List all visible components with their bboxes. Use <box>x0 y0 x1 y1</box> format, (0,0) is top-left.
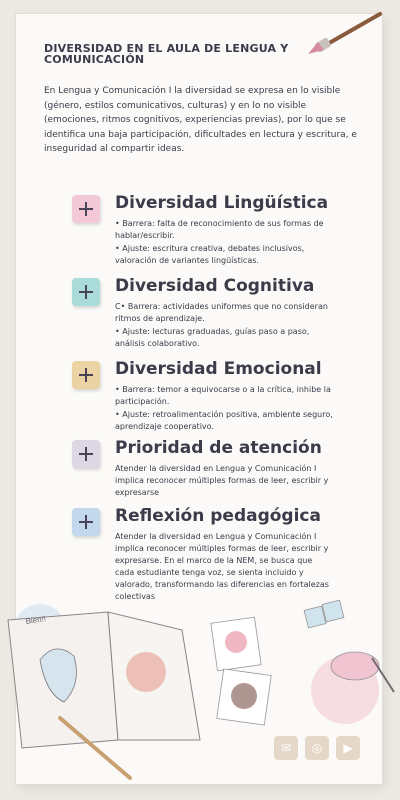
item-line: C• Barrera: actividades uniformes que no consideran ritmos de aprendizaje. <box>115 302 328 323</box>
book-text: Bien!! <box>25 614 47 626</box>
youtube-icon[interactable]: ▶ <box>336 736 360 760</box>
item-title: Diversidad Lingüística <box>115 193 329 213</box>
plus-icon <box>72 361 100 389</box>
globe-icon[interactable]: ◎ <box>305 736 329 760</box>
item-line: • Barrera: falta de reconocimiento de sus formas de hablar/escribir. <box>115 219 324 240</box>
decorative-illustration <box>0 590 400 800</box>
item-line: • Barrera: temor a equivocarse o a la crítica, inhibe la participación. <box>115 385 331 406</box>
plus-icon <box>72 440 100 468</box>
open-book-icon <box>8 612 200 778</box>
page-title: DIVERSIDAD EN EL AULA DE LENGUA Y COMUNICACIÓN <box>44 42 289 66</box>
plus-icon <box>72 278 100 306</box>
item-line: • Ajuste: retroalimentación positiva, ambiente seguro, aprendizaje cooperativo. <box>115 410 333 431</box>
item-line: Atender la diversidad en Lengua y Comunicación I implica reconocer múltiples formas de leer, escribir y expresarse. En el marco de la NEM, se busca que cada estudiante tenga voz, se sienta incluido y valorado, transformando las diferencias en fortalezas colectivas <box>115 532 329 601</box>
item-body <box>115 384 333 434</box>
mail-icon[interactable]: ✉ <box>274 736 298 760</box>
item-title: Diversidad Emocional <box>115 359 322 379</box>
item-title: Reflexión pedagógica <box>115 506 321 526</box>
item-title: Prioridad de atención <box>115 438 322 458</box>
item-line: • Ajuste: lecturas graduadas, guías paso a paso, análisis colaborativo. <box>115 327 310 348</box>
intro-paragraph: En Lengua y Comunicación I la diversidad se expresa en lo visible (género, estilos comunicativos, culturas) y en lo no visible (emociones, ritmos cognitivos, experiencias previas), por lo que se identifica una baja participación, dificultades en lectura y escritura, e inseguridad al compartir ideas. <box>44 86 357 154</box>
item-body <box>115 301 333 351</box>
item-title: Diversidad Cognitiva <box>115 276 315 296</box>
plus-icon <box>72 508 100 536</box>
item-line: Atender la diversidad en Lengua y Comunicación I implica reconocer múltiples formas de leer, escribir y expresarse <box>115 464 329 497</box>
item-body <box>115 463 333 500</box>
item-line: • Ajuste: escritura creativa, debates inclusivos, valoración de variantes lingüísticas. <box>115 244 305 265</box>
plus-icon <box>72 195 100 223</box>
item-body <box>115 218 333 268</box>
